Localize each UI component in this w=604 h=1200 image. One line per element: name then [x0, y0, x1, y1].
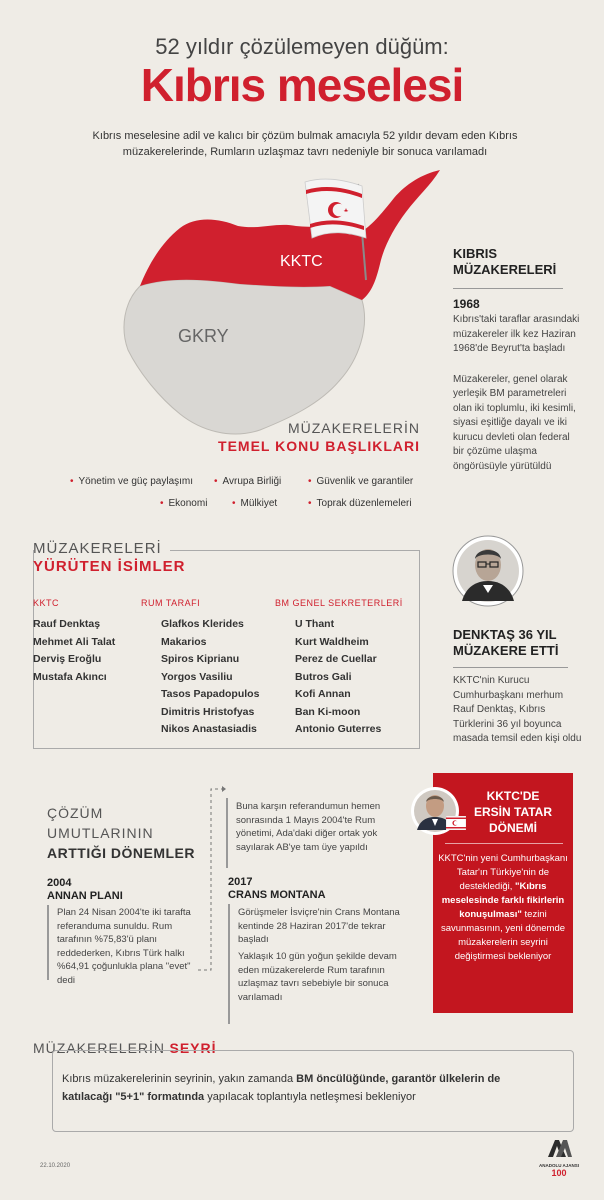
name-item: Kofi Annan — [295, 688, 351, 700]
sidebar-heading-1: KIBRIS — [453, 246, 498, 261]
course-text — [62, 1070, 532, 1106]
denktas-text: KKTC'nin Kurucu Cumhurbaşkanı merhum Rauf Denktaş, Kıbrıs Türklerini 36 yıl boyunca masada temsil eden kişi oldu — [453, 675, 582, 744]
footer-date: 22.10.2020 — [40, 1163, 71, 1169]
column-title: RUM TARAFI — [141, 598, 201, 608]
hopes-heading-2: UMUTLARININ — [47, 825, 154, 841]
gkry-label: GKRY — [178, 326, 229, 346]
negotiations-text-2: Müzakereler, genel olarak yerleşik BM parametreleri olan iki toplumlu, iki kesimli, siyasi eşitliğe dayalı ve iki kurucu devleti olan federal bir çözüme ulaşma öngörüsüyle yürütüldü — [453, 373, 576, 472]
topic-item: • Toprak düzenlemeleri — [308, 498, 412, 509]
name-item: Mustafa Akıncı — [33, 670, 107, 683]
course-heading-2: SEYRİ — [169, 1040, 217, 1056]
gkry-region — [124, 280, 365, 434]
name-item: Butros Gali — [295, 670, 352, 683]
column-title: BM GENEL SEKRETERLERİ — [275, 598, 403, 608]
tatar-text-a: KKTC'nin yeni Cumhurbaşkanı Tatar'ın Türkiye'nin de desteklediği, — [438, 853, 568, 892]
plan-2004-title: ANNAN PLANI — [47, 890, 123, 902]
plan-2017-title: CRANS MONTANA — [228, 889, 326, 901]
tatar-heading-3: DÖNEMİ — [489, 821, 537, 835]
plan-2004-text: Plan 24 Nisan 2004'te iki tarafta referanduma sunuldu. Rum tarafının %75,83'ü planı reddederken, Kıbrıs Türk halkı %64,91 çoğunlukla plana "evet" dedi — [57, 907, 191, 986]
denktas-portrait — [452, 535, 524, 607]
names-column-rum — [141, 598, 266, 739]
names-column-un — [275, 598, 415, 739]
plan-2004-year: 2004 — [47, 877, 72, 889]
negotiations-text-1: Kıbrıs'taki taraflar arasındaki müzakereler ilk kez Haziran 1968'de Beyrut'ta başladı — [453, 314, 580, 354]
name-item: Antonio Guterres — [295, 723, 382, 735]
plan-2017-text-2: Yaklaşık 10 gün yoğun şekilde devam eden müzakerelerde Rum tarafının uzlaşmaz tavrı sebebiyle bir sonuca varılamadı — [238, 951, 397, 1003]
name-item: Mehmet Ali Talat — [33, 635, 116, 648]
name-item: Rauf Denktaş — [33, 618, 101, 630]
names-box-top-line — [170, 550, 419, 551]
hopes-heading-3: ARTTIĞI DÖNEMLER — [47, 845, 195, 861]
names-column-kktc — [33, 598, 133, 686]
divider — [453, 667, 568, 668]
names-heading-1: MÜZAKERELERİ — [33, 540, 162, 557]
name-item: Makarios — [161, 635, 207, 648]
course-heading-1: MÜZAKERELERİN — [33, 1040, 166, 1056]
aa-logo-text: ANADOLU AJANSI — [538, 1163, 580, 1168]
topic-item: • Mülkiyet — [232, 498, 277, 509]
mid-text: Buna karşın referandumun hemen sonrasında 1 Mayıs 2004'te Rum yönetimi, Ada'daki diğer ortak yok sayılarak AB'ye tam üye yapıldı — [236, 801, 381, 853]
negotiations-year: 1968 — [453, 297, 480, 311]
tatar-text — [438, 852, 568, 964]
name-item: Kurt Waldheim — [295, 635, 369, 648]
name-item: Glafkos Klerides — [161, 618, 244, 630]
denktas-section — [453, 627, 583, 747]
aa-logo — [534, 1138, 584, 1178]
plan-2017-year: 2017 — [228, 876, 253, 888]
name-item: Spiros Kiprianu — [161, 653, 240, 665]
name-item: Ban Ki-moon — [295, 705, 361, 718]
kktc-label: KKTC — [280, 253, 323, 270]
course-text-b: yapılacak toplantıyla netleşmesi bekleniyor — [207, 1091, 416, 1103]
aa-logo-icon — [546, 1138, 572, 1158]
column-title: KKTC — [33, 598, 60, 608]
aa-logo-badge: 100 — [551, 1168, 567, 1178]
timeline-connector — [196, 785, 226, 975]
mid-bar — [226, 798, 228, 868]
tatar-text-b: tezini savunmasının, yeni dönemde müzakerelerin seyrini değiştirmesi bekleniyor — [440, 909, 566, 962]
divider — [453, 288, 563, 289]
tatar-heading-1: KKTC'DE — [486, 789, 540, 803]
plan-2004-bar — [47, 905, 49, 980]
tatar-heading-2: ERSİN TATAR — [474, 805, 552, 819]
name-item: U Thant — [295, 618, 335, 630]
plan-2017-bar — [228, 904, 230, 1024]
plan-2017-text-1: Görüşmeler İsviçre'nin Crans Montana kentinde 28 Haziran 2017'de tekrar başladı — [238, 907, 400, 945]
name-item: Dimitris Hristofyas — [161, 705, 255, 718]
intro-text: Kıbrıs meselesine adil ve kalıcı bir çözüm bulmak amacıyla 52 yıldır devam eden Kıbrıs müzakerelerinde, Rumların uzlaşmaz tavrı nedeniyle bir sonuca varılamadı — [92, 130, 518, 158]
sidebar-heading-2: MÜZAKERELERİ — [453, 262, 557, 277]
course-text-bold: BM öncülüğünde, garantör ülkelerin de katılacağı "5+1" formatında — [62, 1073, 501, 1103]
negotiations-sidebar — [453, 246, 583, 474]
topic-item: • Yönetim ve güç paylaşımı — [70, 476, 193, 487]
topic-item: • Avrupa Birliği — [214, 476, 281, 487]
name-item: Perez de Cuellar — [295, 653, 377, 665]
topics-heading-2: TEMEL KONU BAŞLIKLARI — [218, 438, 420, 454]
divider — [445, 843, 563, 844]
topics-heading-1: MÜZAKERELERİN — [287, 420, 420, 436]
topic-item: • Güvenlik ve garantiler — [308, 476, 413, 487]
subtitle: 52 yıldır çözülemeyen düğüm: — [155, 34, 449, 59]
denktas-heading-1: DENKTAŞ 36 YIL — [453, 627, 557, 642]
tatar-heading — [463, 788, 563, 836]
name-item: Nikos Anastasiadis — [161, 723, 257, 735]
course-text-a: Kıbrıs müzakerelerinin seyrinin, yakın zamanda — [62, 1073, 294, 1085]
tatar-text-bold: "Kıbrıs meselesinde farklı fikirlerin konuşulması" — [441, 881, 565, 920]
hopes-heading-1: ÇÖZÜM — [47, 805, 104, 821]
denktas-heading-2: MÜZAKERE ETTİ — [453, 643, 559, 658]
page-title: Kıbrıs meselesi — [140, 59, 464, 111]
names-heading-2: YÜRÜTEN İSİMLER — [33, 558, 186, 575]
topic-item: • Ekonomi — [160, 498, 207, 509]
name-item: Tasos Papadopulos — [161, 688, 260, 700]
name-item: Yorgos Vasiliu — [161, 670, 233, 683]
name-item: Derviş Eroğlu — [33, 653, 102, 665]
